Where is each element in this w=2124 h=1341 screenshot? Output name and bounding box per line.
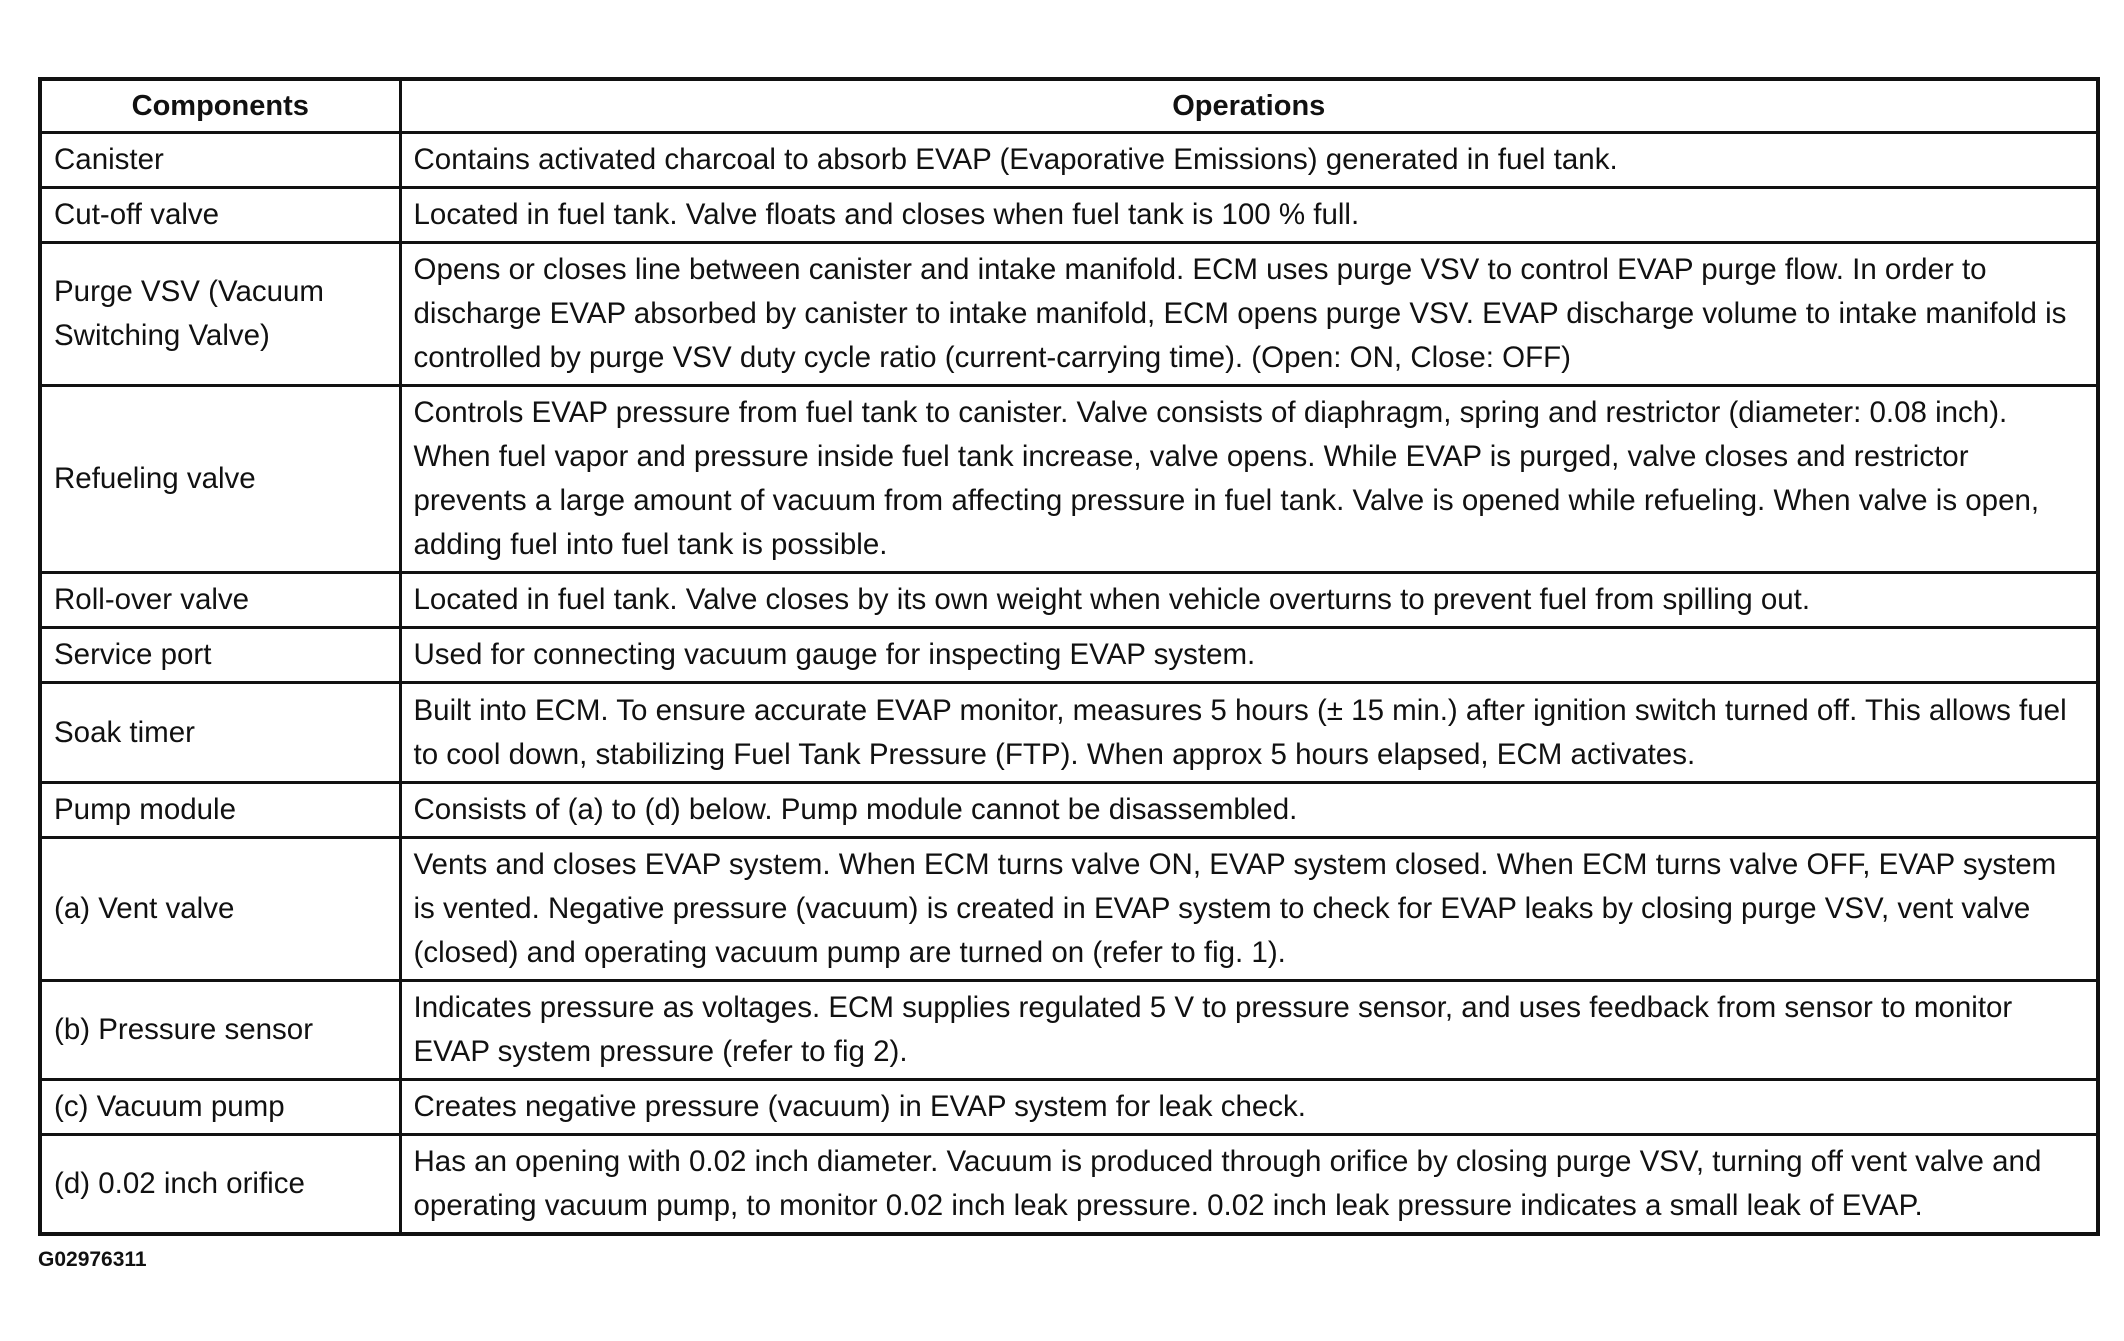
table-row [40, 838, 2098, 981]
table-header-row [40, 79, 2098, 133]
operation-cell: Indicates pressure as voltages. ECM supplies regulated 5 V to pressure sensor, and uses feedback from sensor to monitor EVAP system pressure (refer to fig 2). [400, 981, 2098, 1080]
table-row [40, 133, 2098, 188]
table-row [40, 628, 2098, 683]
component-cell: Pump module [40, 783, 400, 838]
operation-cell: Has an opening with 0.02 inch diameter. Vacuum is produced through orifice by closing purge VSV, turning off vent valve and operating vacuum pump, to monitor 0.02 inch leak pressure. 0.02 inch leak pressure indicates a small leak of EVAP. [400, 1135, 2098, 1235]
operation-cell: Located in fuel tank. Valve closes by its own weight when vehicle overturns to prevent fuel from spilling out. [400, 573, 2098, 628]
table-row [40, 1080, 2098, 1135]
table-row [40, 188, 2098, 243]
table-row [40, 386, 2098, 573]
header-components: Components [40, 79, 400, 133]
component-cell: Soak timer [40, 683, 400, 783]
operation-cell: Consists of (a) to (d) below. Pump module cannot be disassembled. [400, 783, 2098, 838]
component-cell: Purge VSV (Vacuum Switching Valve) [40, 243, 400, 386]
operation-cell: Located in fuel tank. Valve floats and closes when fuel tank is 100 % full. [400, 188, 2098, 243]
component-cell: Service port [40, 628, 400, 683]
operation-cell: Opens or closes line between canister and intake manifold. ECM uses purge VSV to control EVAP purge flow. In order to discharge EVAP absorbed by canister to intake manifold, ECM opens purge VSV. EVAP discharge volume to intake manifold is controlled by purge VSV duty cycle ratio (current-carrying time). (Open: ON, Close: OFF) [400, 243, 2098, 386]
component-cell: Cut-off valve [40, 188, 400, 243]
component-cell: Refueling valve [40, 386, 400, 573]
operation-cell: Vents and closes EVAP system. When ECM turns valve ON, EVAP system closed. When ECM turns valve OFF, EVAP system is vented. Negative pressure (vacuum) is created in EVAP system to check for EVAP leaks by closing purge VSV, vent valve (closed) and operating vacuum pump are turned on (refer to fig. 1). [400, 838, 2098, 981]
table-row [40, 243, 2098, 386]
component-cell: (a) Vent valve [40, 838, 400, 981]
operation-cell: Controls EVAP pressure from fuel tank to canister. Valve consists of diaphragm, spring and restrictor (diameter: 0.08 inch). When fuel vapor and pressure inside fuel tank increase, valve opens. While EVAP is purged, valve closes and restrictor prevents a large amount of vacuum from affecting pressure in fuel tank. Valve is opened while refueling. When valve is open, adding fuel into fuel tank is possible. [400, 386, 2098, 573]
header-operations: Operations [400, 79, 2098, 133]
table-row [40, 1135, 2098, 1235]
operation-cell: Creates negative pressure (vacuum) in EVAP system for leak check. [400, 1080, 2098, 1135]
component-cell: Canister [40, 133, 400, 188]
component-cell: (d) 0.02 inch orifice [40, 1135, 400, 1235]
operation-cell: Contains activated charcoal to absorb EVAP (Evaporative Emissions) generated in fuel tank. [400, 133, 2098, 188]
operation-cell: Built into ECM. To ensure accurate EVAP monitor, measures 5 hours (± 15 min.) after ignition switch turned off. This allows fuel to cool down, stabilizing Fuel Tank Pressure (FTP). When approx 5 hours elapsed, ECM activates. [400, 683, 2098, 783]
component-cell: Roll-over valve [40, 573, 400, 628]
components-operations-table [38, 77, 2100, 1236]
operation-cell: Used for connecting vacuum gauge for inspecting EVAP system. [400, 628, 2098, 683]
figure-code: G02976311 [38, 1248, 147, 1271]
table-row [40, 981, 2098, 1080]
table-row [40, 783, 2098, 838]
table-row [40, 683, 2098, 783]
component-cell: (c) Vacuum pump [40, 1080, 400, 1135]
table-row [40, 573, 2098, 628]
component-cell: (b) Pressure sensor [40, 981, 400, 1080]
